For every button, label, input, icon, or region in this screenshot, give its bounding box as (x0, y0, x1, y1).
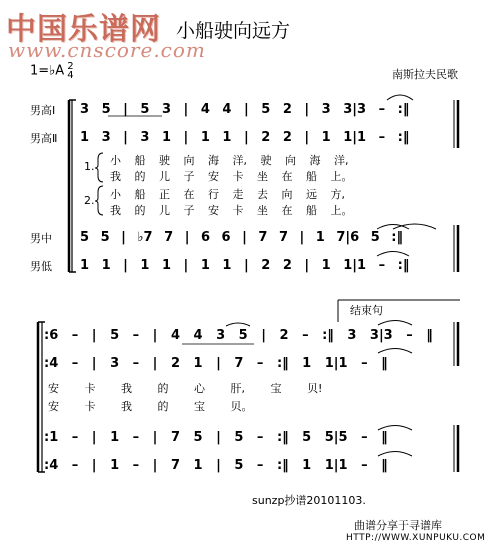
verse2-number: 2. (84, 194, 95, 207)
watermark-url: www.cnscore.com (8, 38, 206, 62)
notes-s2-row4: :4 – | 1 – | 7 1 | 5 – :‖ 1 1|1 – ‖ (44, 458, 388, 473)
notes-baritone: 5 5 | ♭7 7 | 6 6 | 7 7 | 1 7|6 5 :‖ (80, 230, 404, 245)
part-label-tenor1: 男高Ⅰ (30, 104, 56, 117)
notes-bass: 1 1 | 1 1 | 1 1 | 2 2 | 1 1|1 – :‖ (80, 258, 410, 273)
part-label-tenor2: 男高Ⅱ (30, 132, 58, 145)
notes-s2-row3: :1 – | 1 – | 7 5 | 5 – :‖ 5 5|5 – ‖ (44, 430, 388, 445)
key-text: 1=♭A (30, 63, 65, 79)
time-sig-top: 2 (67, 61, 74, 72)
verse2-line1: 小 船 正 在 行 走 去 向 远 方, (110, 188, 345, 201)
song-origin: 南斯拉夫民歌 (392, 68, 458, 81)
part-label-baritone: 男中 (30, 232, 52, 245)
notes-tenor2: 1 3 | 3 1 | 1 1 | 2 2 | 1 1|1 – :‖ (80, 130, 410, 145)
s2-lyric-line2: 安 卡 我 的 宝 贝。 (48, 400, 253, 413)
notes-s2-row1: :6 – | 5 – | 4 4 3 5 | 2 – :‖ 3 3|3 – ‖ (44, 328, 433, 343)
time-sig-bottom: 4 (67, 70, 74, 81)
verse1-line2: 我 的 儿 子 安 卡 坐 在 船 上。 (110, 170, 353, 183)
watermark-logo: 中国乐谱网 (6, 12, 161, 47)
brand-url[interactable]: HTTP://WWW.XUNPUKU.COM (346, 533, 486, 543)
s2-lyric-line1: 安 卡 我 的 心 肝, 宝 贝! (48, 382, 323, 395)
verse1-number: 1. (84, 160, 95, 173)
brand-name: 曲谱分享于寻谱库 (354, 519, 442, 532)
verse1-line1: 小 船 驶 向 海 洋, 驶 向 海 洋, (110, 154, 349, 167)
notes-s2-row2: :4 – | 3 – | 2 1 | 7 – :‖ 1 1|1 – ‖ (44, 356, 388, 371)
transcriber-credit: sunzp抄谱20101103. (252, 494, 366, 507)
song-title: 小船驶向远方 (176, 20, 291, 42)
part-label-bass: 男低 (30, 260, 52, 273)
verse2-line2: 我 的 儿 子 安 卡 坐 在 船 上。 (110, 204, 353, 217)
notes-tenor1: 3 5 | 5 3 | 4 4 | 5 2 | 3 3|3 – :‖ (80, 102, 410, 117)
ending-label: 结束句 (350, 304, 383, 317)
